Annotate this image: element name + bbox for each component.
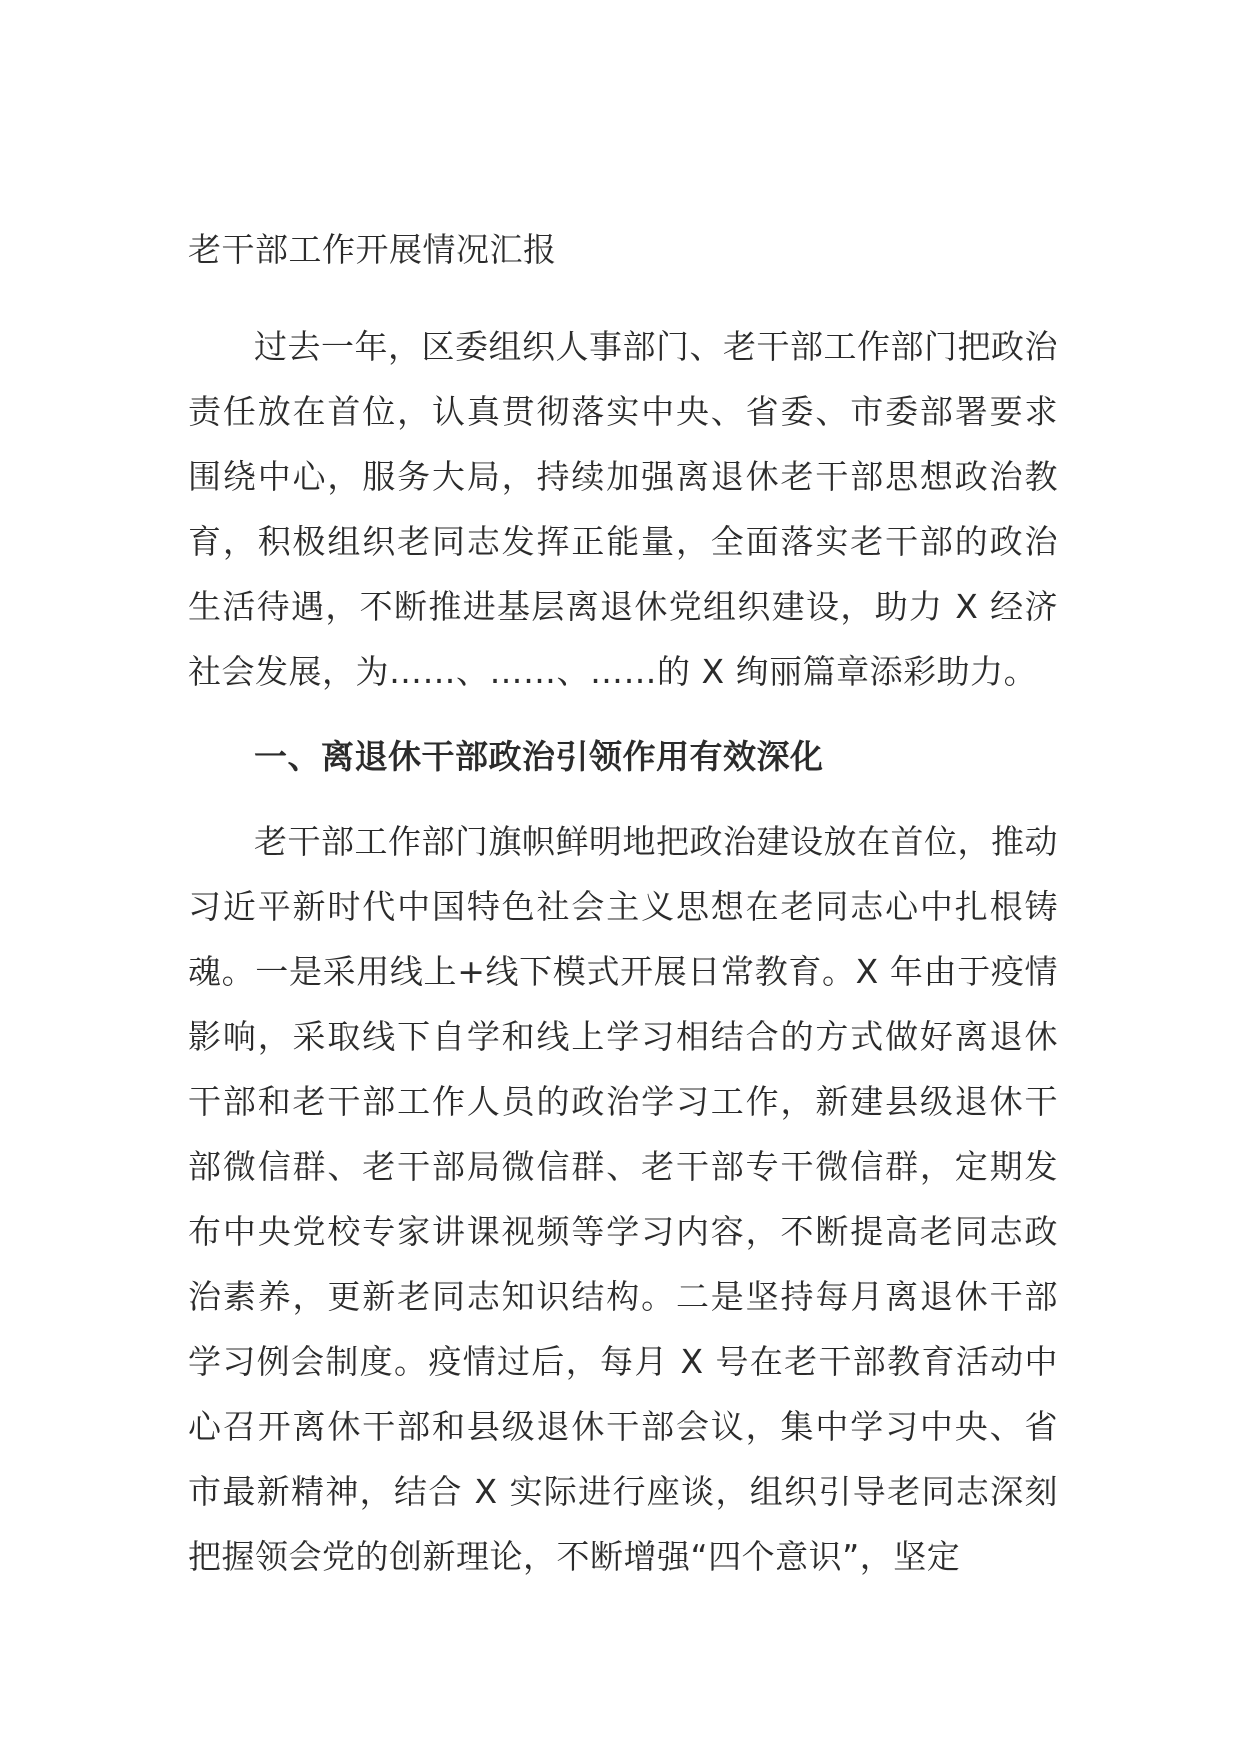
document-page xyxy=(188,218,1058,1589)
section-heading: 一、离退休干部政治引领作用有效深化 xyxy=(254,737,824,776)
section-paragraph: 老干部工作部门旗帜鲜明地把政治建设放在首位，推动习近平新时代中国特色社会主义思想在老同志心中扎根铸魂。一是采用线上+线下模式开展日常教育。X 年由于疫情影响，采取线下自学和线上学习相结合的方式做好离退休干部和老干部工作人员的政治学习工作，新建县级退休干部微信群、老干部局微信群、老干部专干微信群，定期发布中央党校专家讲课视频等学习内容，不断提高老同志政治素养，更新老同志知识结构。二是坚持每月离退休干部学习例会制度。疫情过后，每月 X 号在老干部教育活动中心召开离休干部和县级退休干部会议，集中学习中央、省市最新精神，结合 X 实际进行座谈，组织引导老同志深刻把握领会党的创新理论，不断增强“四个意识”，坚定 xyxy=(188,822,1058,1576)
intro-paragraph: 过去一年，区委组织人事部门、老干部工作部门把政治责任放在首位，认真贯彻落实中央、省委、市委部署要求围绕中心，服务大局，持续加强离退休老干部思想政治教育，积极组织老同志发挥正能量，全面落实老干部的政治生活待遇，不断推进基层离退休党组织建设，助力 X 经济社会发展，为……、……、……的 X 绚丽篇章添彩助力。 xyxy=(188,327,1058,691)
document-title: 老干部工作开展情况汇报 xyxy=(188,230,557,269)
